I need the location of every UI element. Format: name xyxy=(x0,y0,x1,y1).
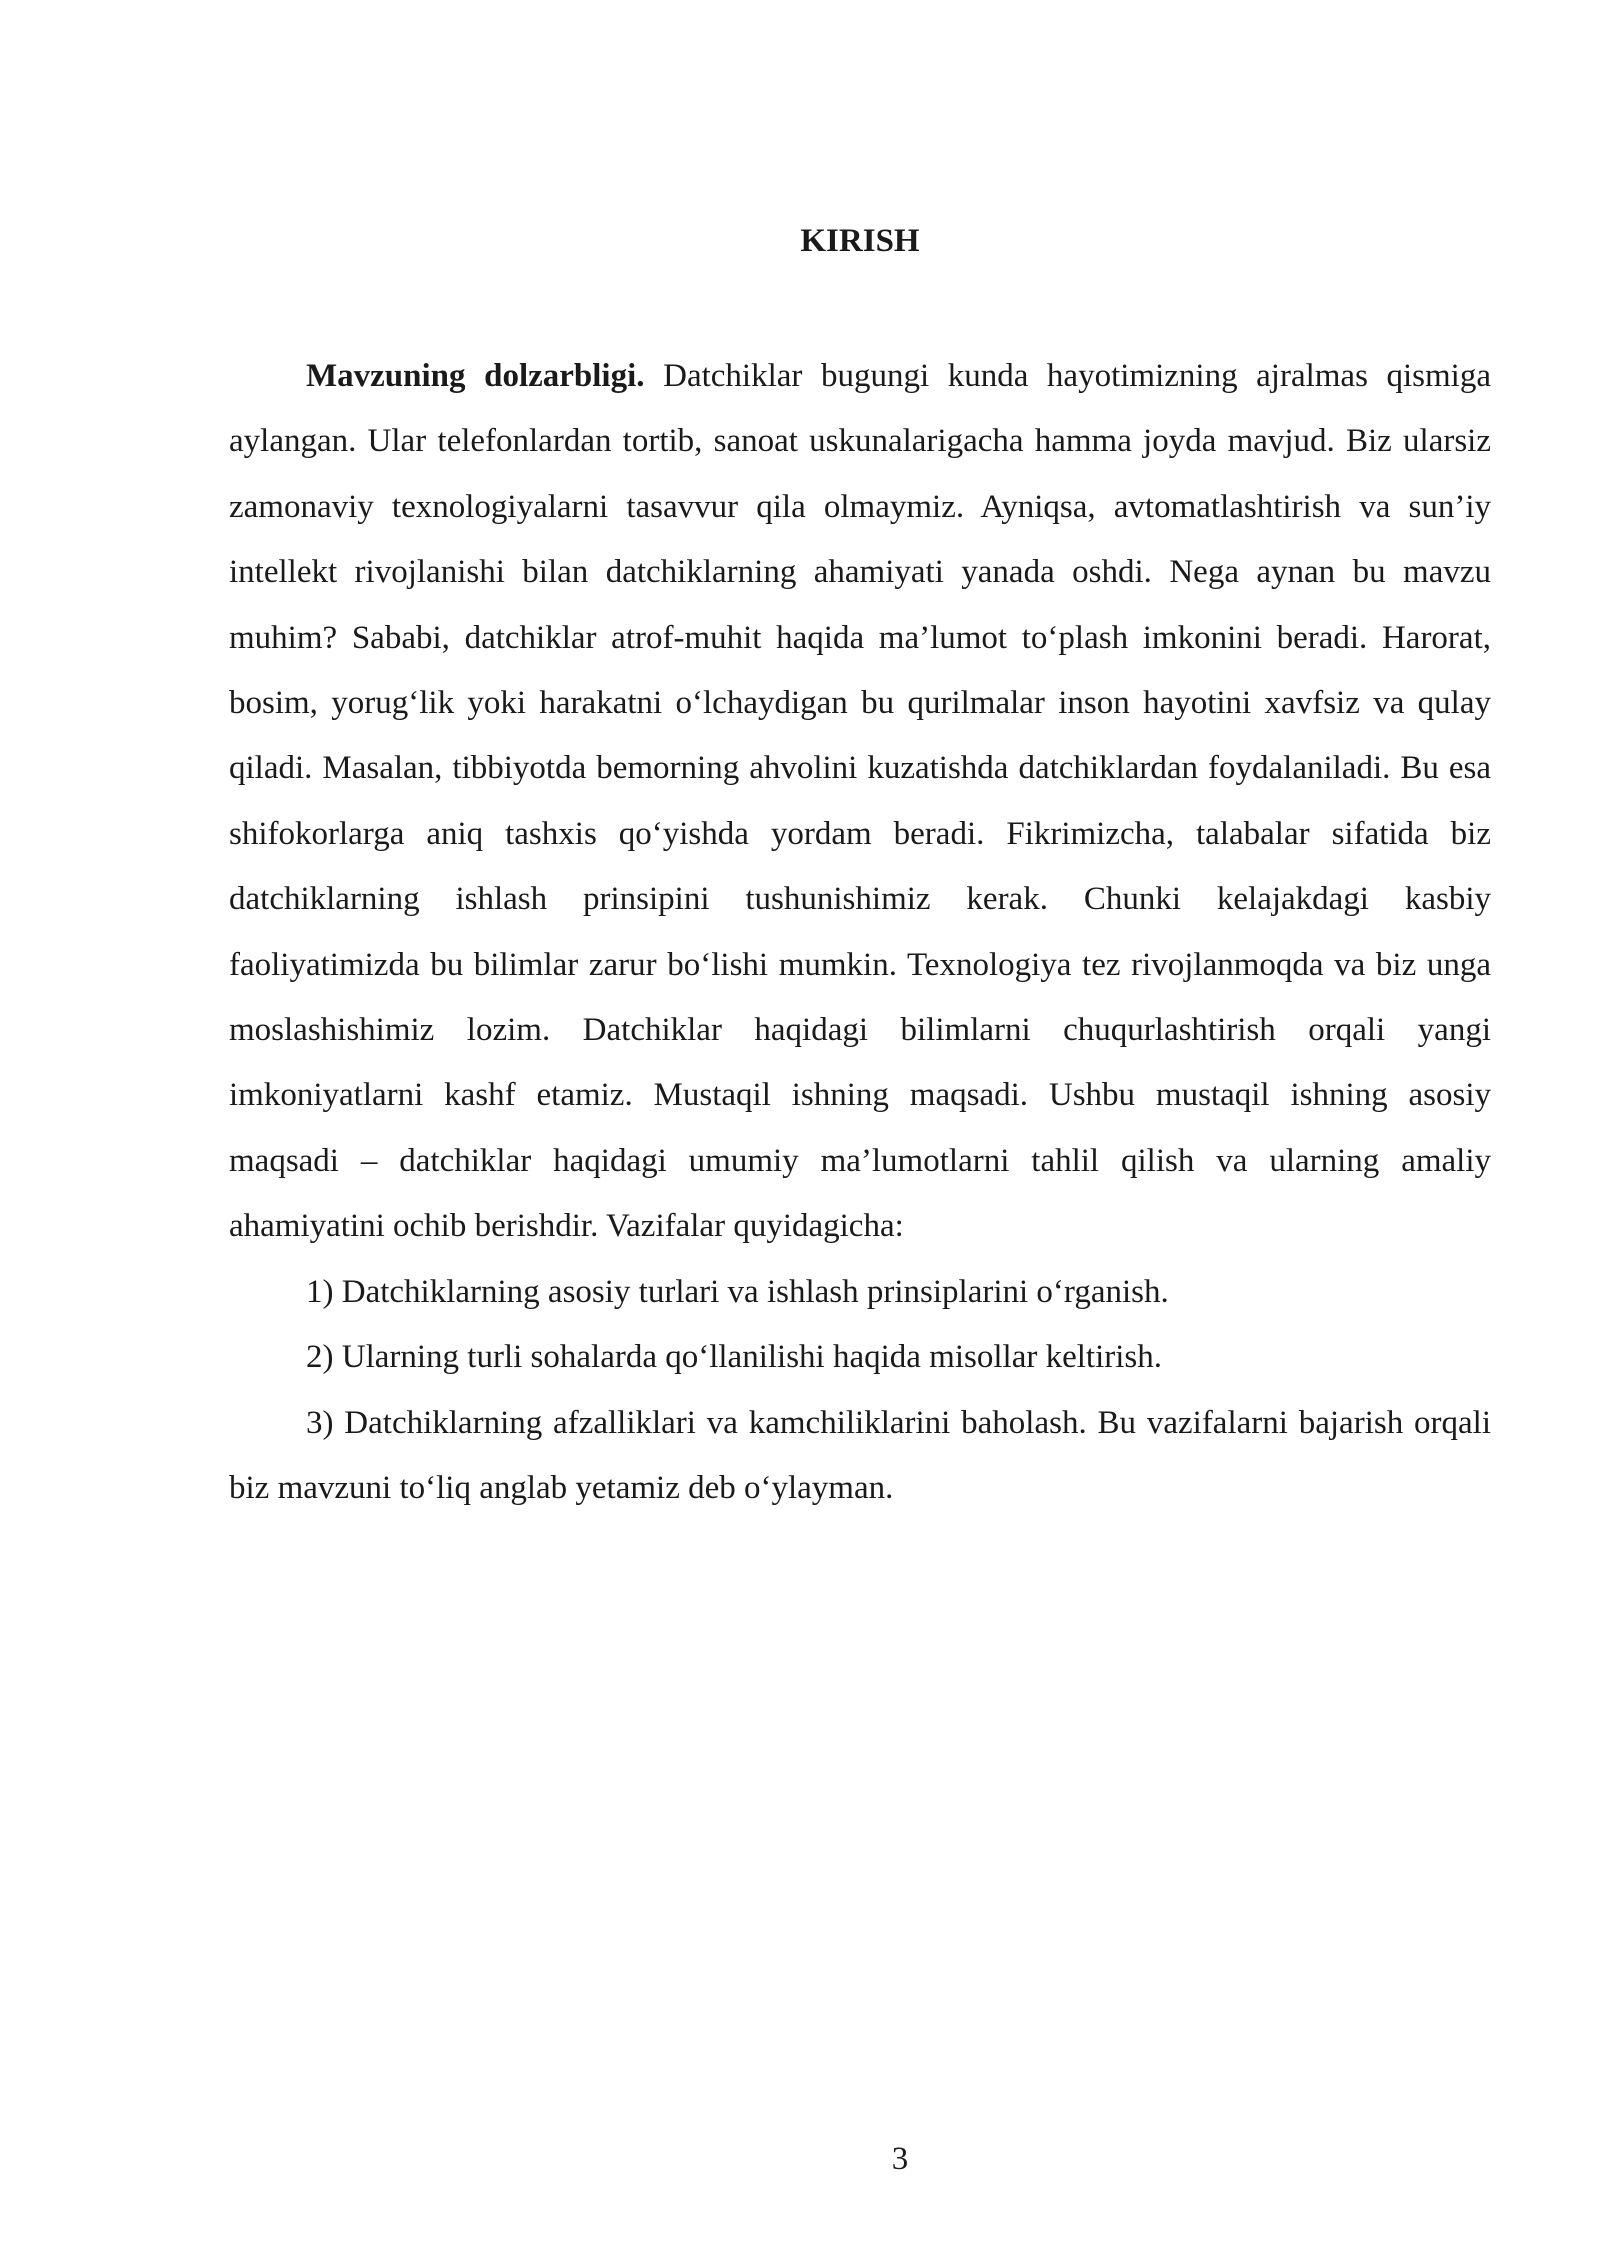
page-number: 3 xyxy=(891,2141,909,2177)
body-text xyxy=(229,344,1491,1521)
task-item-3: 3) Datchiklarning afzalliklari va kamchiliklarini baholash. Bu vazifalarni bajarish orqali biz mavzuni to‘liq anglab yetamiz deb o‘ylayman. xyxy=(229,1404,1491,1506)
page-title: KIRISH xyxy=(800,223,920,259)
intro-text: Datchiklar bugungi kunda hayotimizning ajralmas qismiga aylangan. Ular telefonlardan tortib, sanoat uskunalarigacha hamma joyda mavjud. Biz ularsiz zamonaviy texnologiyalarni tasavvur qila olmaymiz. Ayniqsa, avtomatlashtirish va sun’iy intellekt rivojlanishi bilan datchiklarning ahamiyati yanada oshdi. Nega aynan bu mavzu muhim? Sababi, datchiklar atrof-muhit haqida ma’lumot to‘plash imkonini beradi. Harorat, bosim, yorug‘lik yoki harakatni o‘lchaydigan bu qurilmalar inson hayotini xavfsiz va qulay qiladi. Masalan, tibbiyotda bemorning ahvolini kuzatishda datchiklardan foydalaniladi. Bu esa shifokorlarga aniq tashxis qo‘yishda yordam beradi. Fikrimizcha, talabalar sifatida biz datchiklarning ishlash prinsipini tushunishimiz kerak. Chunki kelajakdagi kasbiy faoliyatimizda bu bilimlar zarur bo‘lishi mumkin. Texnologiya tez rivojlanmoqda va biz unga moslashishimiz lozim. Datchiklar haqidagi bilimlarni chuqurlashtirish orqali yangi imkoniyatlarni kashf etamiz. Mustaqil ishning maqsadi. Ushbu mustaqil ishning asosiy maqsadi – datchiklar haqidagi umumiy ma’lumotlarni tahlil qilish va ularning amaliy ahamiyatini ochib berishdir. Vazifalar quyidagicha: xyxy=(229,358,1491,1245)
task-item-2: 2) Ularning turli sohalarda qo‘llanilishi haqida misollar keltirish. xyxy=(306,1339,1162,1376)
intro-paragraph xyxy=(229,344,1491,1260)
task-item-1: 1) Datchiklarning asosiy turlari va ishlash prinsiplarini o‘rganish. xyxy=(306,1273,1169,1310)
intro-lead: Mavzuning dolzarbligi. xyxy=(306,358,645,394)
